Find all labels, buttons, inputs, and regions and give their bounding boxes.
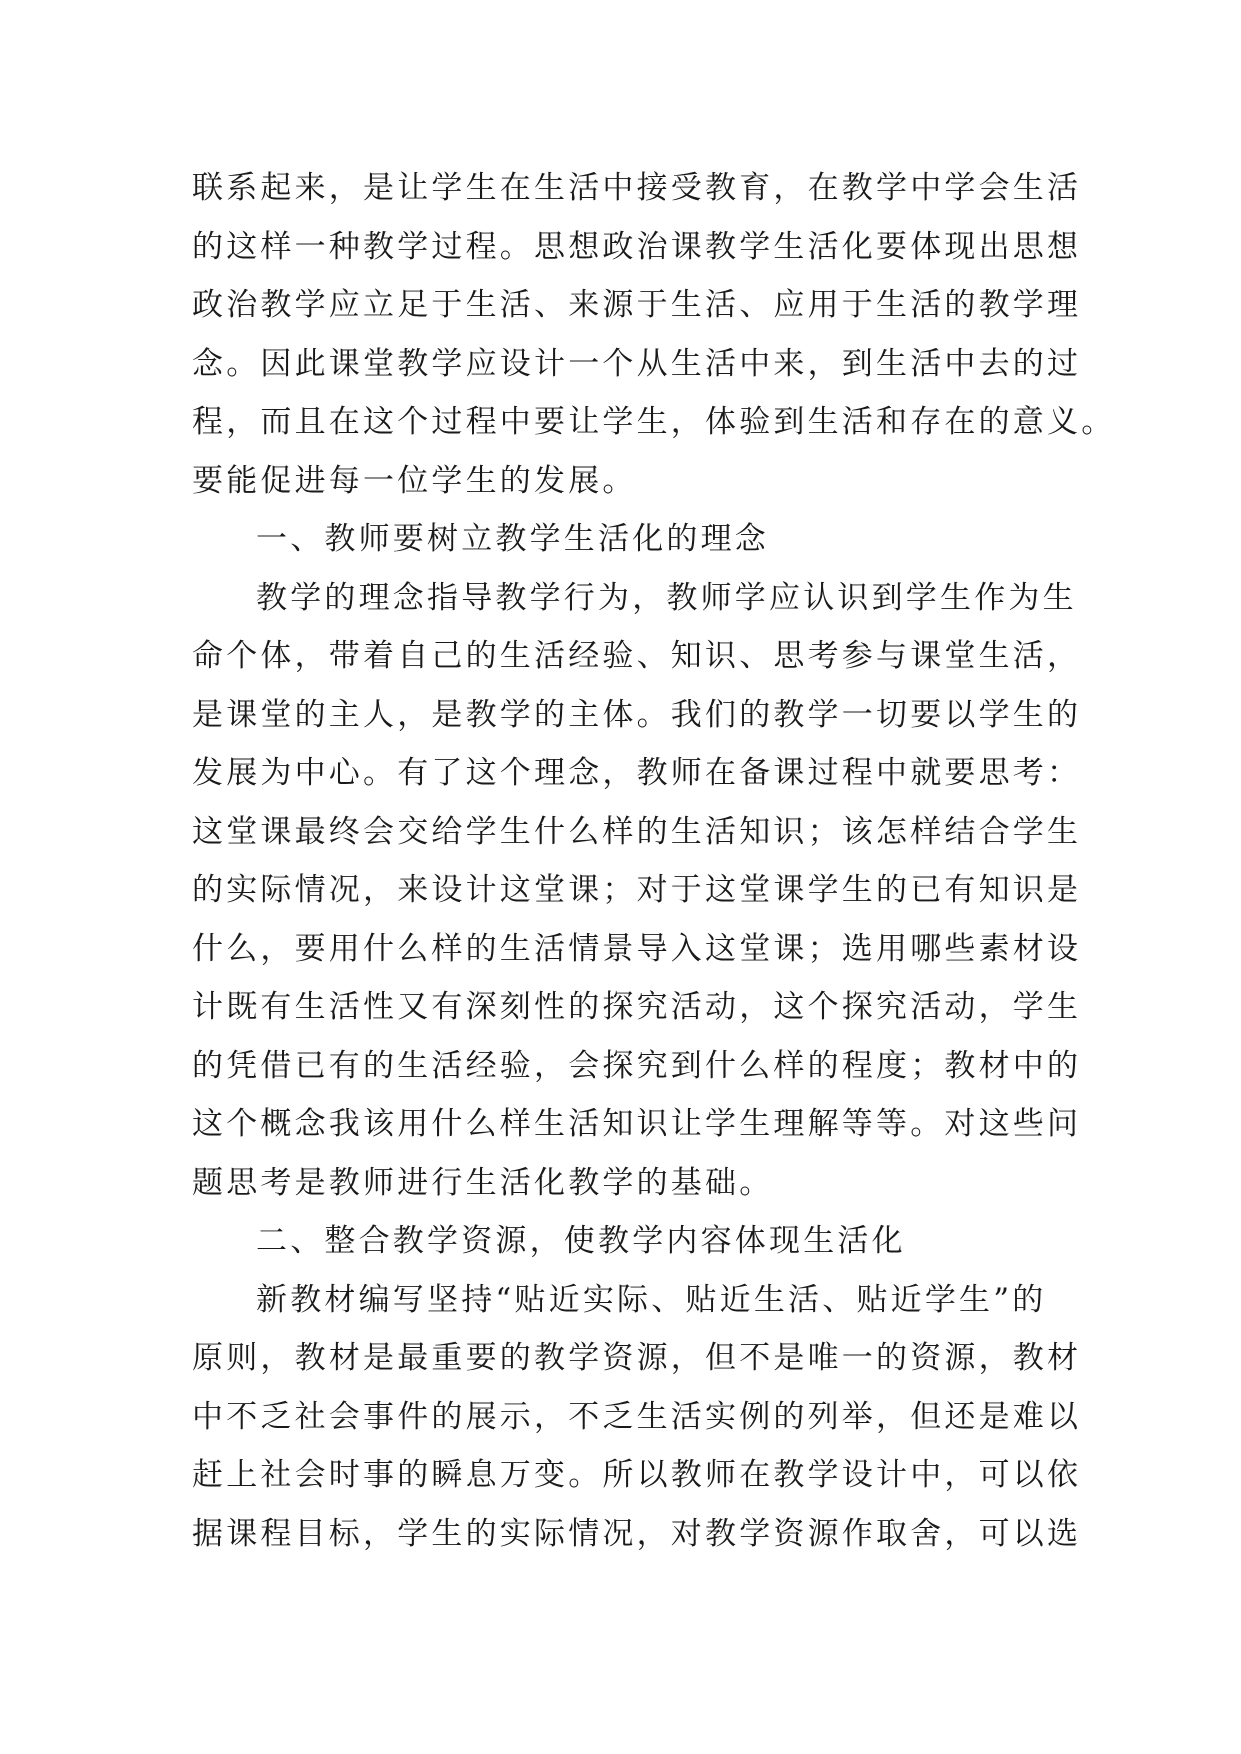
text-line: 赶上社会时事的瞬息万变。所以教师在教学设计中，可以依 [192,1457,1082,1493]
text-line: 发展为中心。有了这个理念，教师在备课过程中就要思考： [192,755,1082,791]
text-line: 题思考是教师进行生活化教学的基础。 [192,1164,774,1201]
text-line: 联系起来，是让学生在生活中接受教育，在教学中学会生活 [192,170,1082,206]
text-line: 这堂课最终会交给学生什么样的生活知识；该怎样结合学生 [192,813,1082,850]
text-line: 的这样一种教学过程。思想政治课教学生活化要体现出思想 [192,228,1082,265]
text-line: 原则，教材是最重要的教学资源，但不是唯一的资源，教材 [192,1340,1082,1376]
section-heading: 二、整合教学资源，使教学内容体现生活化 [256,1223,906,1259]
text-line: 命个体，带着自己的生活经验、知识、思考参与课堂生活， [192,638,1082,674]
text-line: 据课程目标，学生的实际情况，对教学资源作取舍，可以选 [192,1515,1082,1552]
text-line: 教学的理念指导教学行为，教师学应认识到学生作为生 [256,579,1077,616]
section-heading: 一、教师要树立教学生活化的理念 [256,521,769,557]
text-line: 新教材编写坚持“贴近实际、贴近生活、贴近学生”的 [256,1281,1047,1318]
text-line: 念。因此课堂教学应设计一个从生活中来，到生活中去的过 [192,345,1082,382]
text-line: 程，而且在这个过程中要让学生，体验到生活和存在的意义。 [192,404,1116,440]
text-line: 是课堂的主人，是教学的主体。我们的教学一切要以学生的 [192,696,1082,733]
text-line: 的凭借已有的生活经验，会探究到什么样的程度；教材中的 [192,1047,1082,1084]
text-line: 政治教学应立足于生活、来源于生活、应用于生活的教学理 [192,287,1082,323]
text-line: 这个概念我该用什么样生活知识让学生理解等等。对这些问 [192,1106,1082,1142]
document-body [192,159,1116,1563]
text-line: 计既有生活性又有深刻性的探究活动，这个探究活动，学生 [192,989,1082,1025]
text-line: 要能促进每一位学生的发展。 [192,462,637,499]
text-line: 什么，要用什么样的生活情景导入这堂课；选用哪些素材设 [192,930,1082,967]
text-line: 中不乏社会事件的展示，不乏生活实例的列举，但还是难以 [192,1398,1082,1435]
text-line: 的实际情况，来设计这堂课；对于这堂课学生的已有知识是 [192,872,1082,908]
